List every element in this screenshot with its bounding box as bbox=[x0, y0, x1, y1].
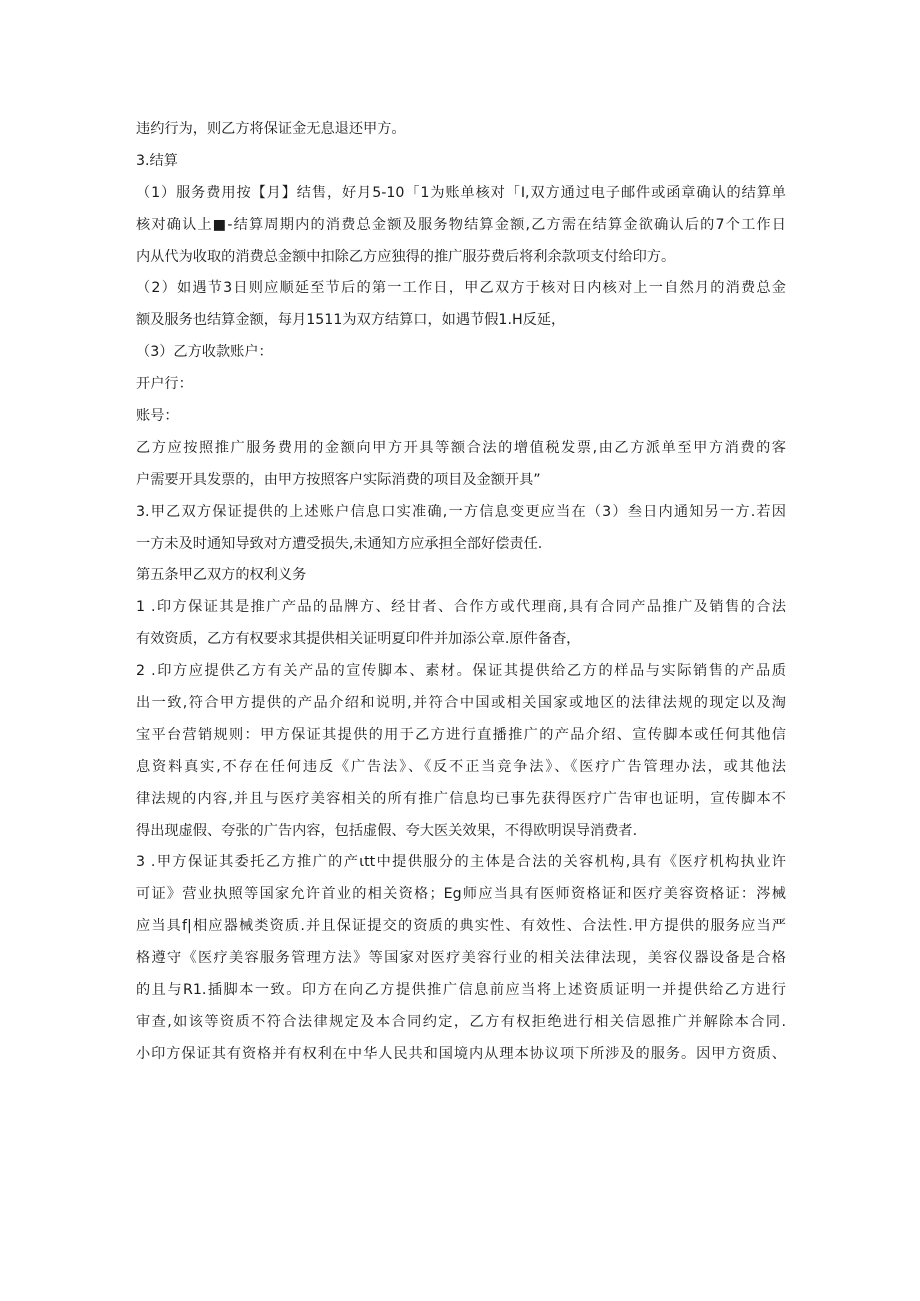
text-line: 户需要开具发票的，由甲方按照客户实际消费的项目及金额开具” bbox=[136, 471, 541, 488]
text-line: （2）如遇节3日则应顺延至节后的第一工作日，甲乙双方于核对日内核对上一自然月的消费总金 bbox=[136, 280, 786, 297]
section-heading: 3.结算 bbox=[136, 152, 178, 169]
text-line: （3）乙方收款账户： bbox=[136, 344, 273, 361]
text-line: 核对确认上■-结算周期内的消费总金额及服务物结算金额,乙方需在结算金欲确认后的7个工作日 bbox=[136, 216, 786, 233]
text-line: 一方未及时通知导致对方遭受损失,未通知方应承担全部好偿责任. bbox=[136, 535, 543, 552]
text-line: 3 .甲方保证其委托乙方推广的产ιtt中提供服分的主体是合法的关容机构,具有《医疗机构执业许 bbox=[136, 854, 786, 871]
text-line: 审查,如该等资质不符合法律规定及本合同约定，乙方有权拒绝进行相关信恩推广并解除本合同. bbox=[136, 1013, 786, 1030]
document-page bbox=[136, 114, 786, 1071]
text-line: 2 .印方应提供乙方有关产品的宣传脚本、素材。保证其提供给乙方的样品与实际销售的产品质 bbox=[136, 663, 786, 680]
text-line: 息资料真实,不存在任何违反《广告法》、《反不正当竞争法》、《医疗广告管理办法，或其他法 bbox=[136, 758, 786, 775]
text-line: 额及服务也结算金额，每月1511为双方结算口，如遇节假1.H反延， bbox=[136, 312, 566, 329]
text-line: 乙方应按照推广服务费用的金额向甲方开具等额合法的增值税发票,由乙方派单至甲方消费的客 bbox=[136, 439, 786, 456]
text-line: 格遵守《医疗美容服务管理方法》等国家对医疗美容行业的相关法律法现，美容仪器设备是合格 bbox=[136, 950, 786, 967]
text-line: 出一致,符合甲方提供的产品介绍和说明,并符合中国或相关国家或地区的法律法规的现定以及淘 bbox=[136, 695, 786, 712]
text-line: 内从代为收取的消费总金额中扣除乙方应独得的推广服芬费后将利余款项支付给印方。 bbox=[136, 248, 676, 265]
text-line: 有效资质，乙方有权要求其提供相关证明夏印件并加添公章.原件备杳， bbox=[136, 631, 581, 648]
text-line: 3.甲乙双方保证提供的上述账户信息口实准确,一方信息变更应当在（3）叁日内通知另一方.若因 bbox=[136, 503, 786, 520]
text-line: 宝平台营销规则：甲方保证其提供的用于乙方进行直播推广的产品介绍、宣传脚本或任何其他信 bbox=[136, 726, 786, 743]
text-line: （1）服务费用按【月】结售，好月5-10「1为账单核对「I,双方通过电子邮件或函章确认的结算单 bbox=[136, 184, 786, 201]
bank-label: 开户行： bbox=[136, 376, 193, 393]
text-line: 得出现虚假、夸张的广告内容，包括虚假、夸大医关效果，不得欧明误导消费者. bbox=[136, 822, 638, 839]
text-line: 违约行为，则乙方将保证金无息退还甲方。 bbox=[136, 121, 406, 137]
article-heading: 第五条甲乙双方的权利义务 bbox=[136, 567, 307, 584]
text-line: 1 .印方保证其是推广产品的品牌方、经甘者、合作方或代理商,具有合同产品推广及销售的合法 bbox=[136, 599, 786, 616]
text-line: 应当具f|相应器械类资质.并且保证提交的资质的典实性、有效性、合法性.甲方提供的服务应当严 bbox=[136, 918, 786, 935]
text-line: 的且与R1.插脚本一致。印方在向乙方提供推广信息前应当将上述资质证明一并提供给乙方进行 bbox=[136, 982, 786, 999]
text-line: 可证》营业执照等国家允许首业的相关资格；Eg师应当具有医师资格证和医疗美容资格证：涔械 bbox=[136, 886, 786, 903]
text-line: 小印方保证其有资格并有权利在中华人民共和国境内从理本协议项下所涉及的服务。因甲方资质、 bbox=[136, 1045, 786, 1062]
text-line: 律法规的内容,并且与医疗美容相关的所有推广信息均已事先获得医疗广告审也证明，宣传脚本不 bbox=[136, 790, 786, 807]
account-label: 账号： bbox=[136, 408, 179, 425]
